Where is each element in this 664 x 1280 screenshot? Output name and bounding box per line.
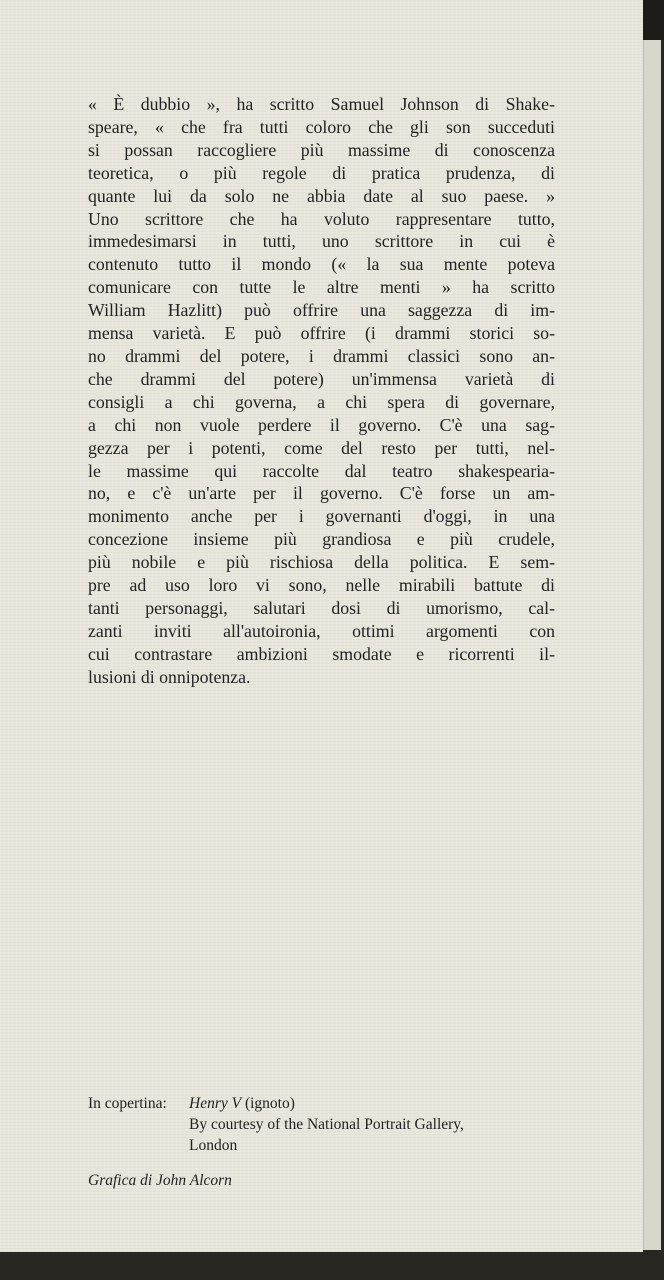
cover-artist-note: (ignoto) [244,1095,295,1112]
cover-artwork-title: Henry V [189,1095,242,1112]
text-line: lusioni di onnipotenza. [88,666,251,687]
text-line: speare, « che fra tutti coloro che gli son succeduti [88,116,555,137]
text-line: più nobile e più rischiosa della politica. E sem- [88,552,555,573]
text-line: no drammi del potere, i drammi classici sono an- [88,345,555,366]
text-line: no, e c'è un'arte per il governo. C'è forse un am- [88,483,555,504]
text-line: zanti inviti all'autoironia, ottimi argomenti con [88,620,555,641]
courtesy-line: By courtesy of the National Portrait Gallery, [189,1116,464,1133]
text-line: pre ad uso loro vi sono, nelle mirabili battute di [88,575,555,596]
text-line: comunicare con tutte le altre menti » ha scritto [88,277,555,298]
text-line: concezione insieme più grandiosa e più crudele, [88,529,555,550]
courtesy-city: London [189,1137,238,1154]
text-line: teoretica, o più regole di pratica prudenza, di [88,162,555,183]
text-line: che drammi del potere) un'immensa varietà di [88,368,555,389]
text-line: « È dubbio », ha scritto Samuel Johnson di Shake- [88,94,555,114]
text-line: monimento anche per i governanti d'oggi, in una [88,506,555,527]
text-line: William Hazlitt) può offrire una saggezza di im- [88,300,555,321]
text-line: consigli a chi governa, a chi spera di governare, [88,391,555,412]
text-line: contenuto tutto il mondo (« la sua mente poteva [88,254,555,275]
text-line: quante lui da solo ne abbia date al suo paese. » [88,185,555,206]
cover-title-line [189,1093,295,1114]
description-text [88,93,555,689]
text-line: si possan raccogliere più massime di conoscenza [88,139,555,160]
page-edge [643,40,661,1250]
text-line: gezza per i potenti, come del resto per tutti, nel- [88,437,555,458]
text-line: cui contrastare ambizioni smodate e ricorrenti il- [88,643,555,664]
text-line: tanti personaggi, salutari dosi di umorismo, cal- [88,597,555,618]
text-line: a chi non vuole perdere il governo. C'è una sag- [88,414,555,435]
design-credit: Grafica di John Alcorn [88,1172,232,1189]
text-line: immedesimarsi in tutti, uno scrittore in cui è [88,231,555,252]
text-line: le massime qui raccolte dal teatro shakespearia- [88,460,555,481]
text-line: mensa varietà. E può offrire (i drammi storici so- [88,323,555,344]
text-line: Uno scrittore che ha voluto rappresentare tutto, [88,208,555,229]
cover-label: In copertina: [88,1095,167,1112]
background-dark-corner [643,0,664,40]
